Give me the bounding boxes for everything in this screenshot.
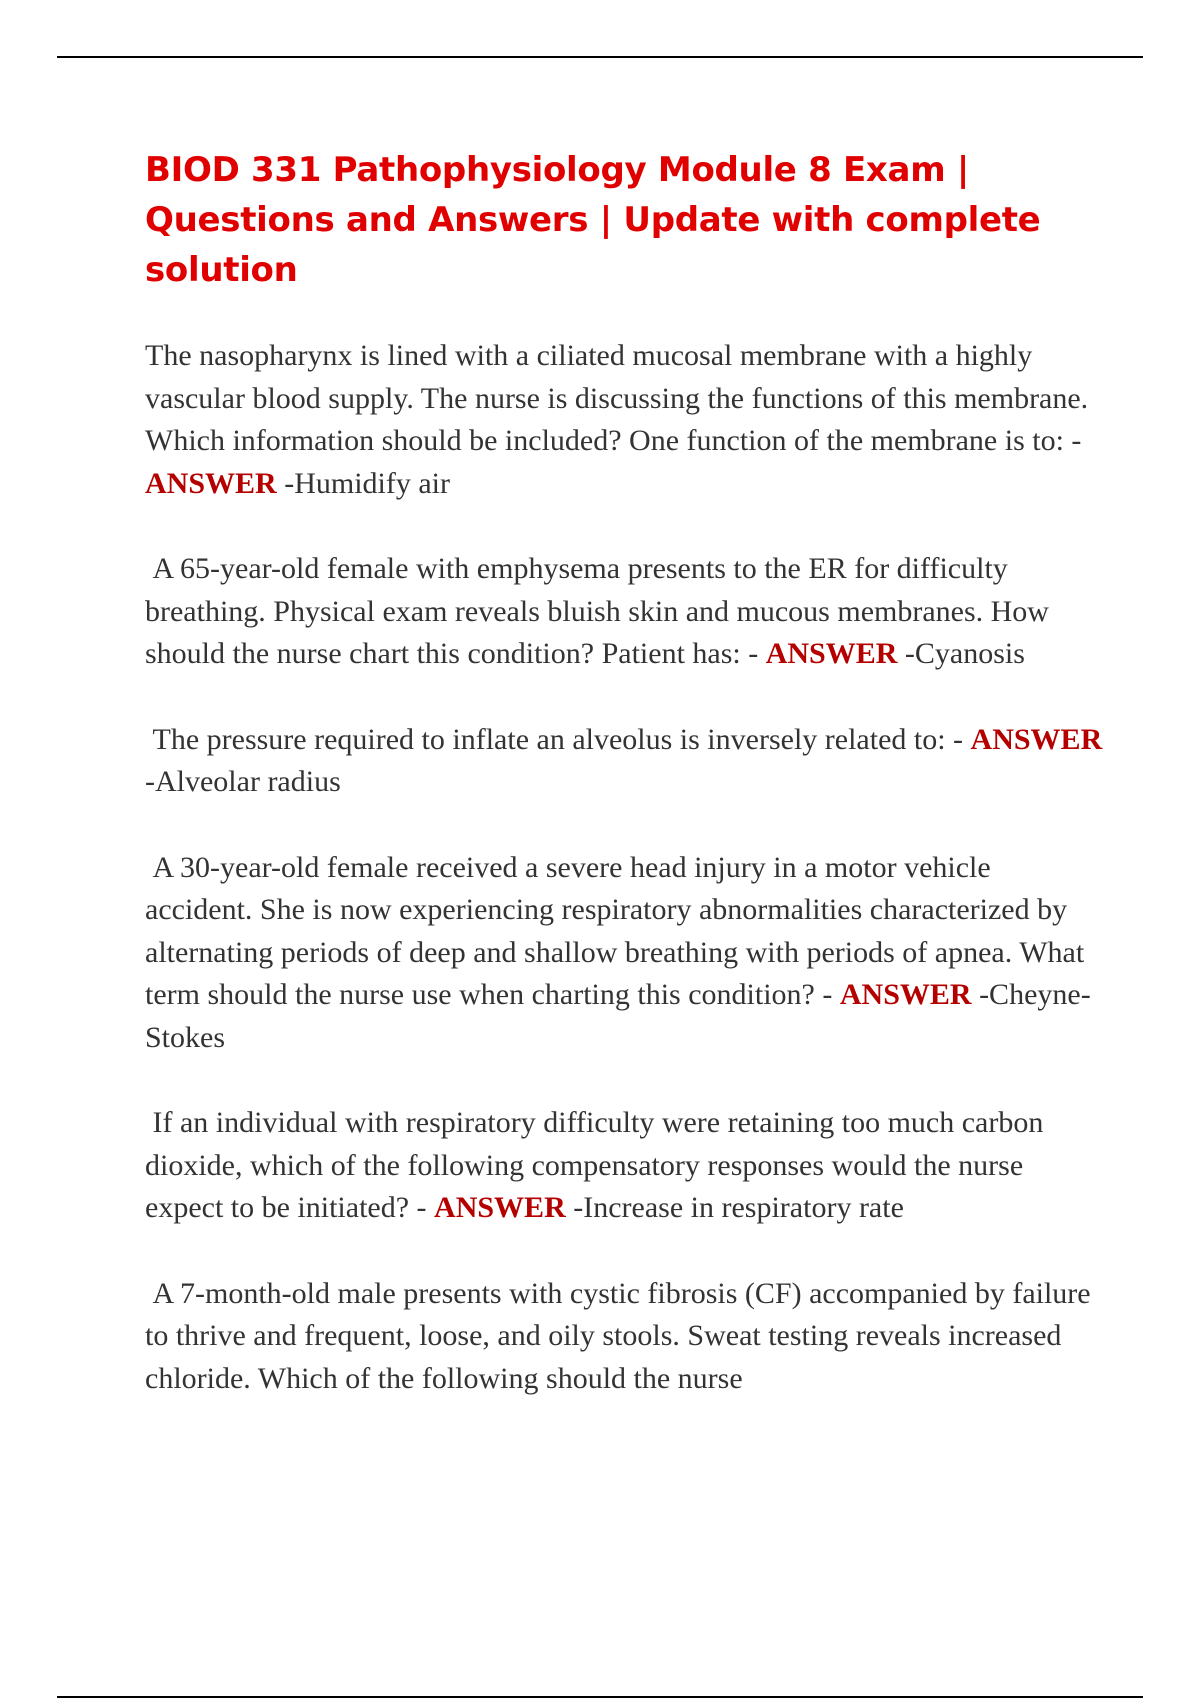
question-text: A 65-year-old female with emphysema presents to the ER for difficulty breathing. Physical exam reveals bluish skin and mucous membranes. How should the nurse chart this condition? Patient has: - — [145, 552, 1057, 670]
answer-tag: ANSWER — [434, 1191, 566, 1224]
answer-text: -Cyanosis — [897, 637, 1025, 670]
answer-text: -Increase in respiratory rate — [565, 1191, 904, 1224]
header-rule — [57, 56, 1143, 58]
footer-rule — [57, 1696, 1143, 1698]
qa-item — [145, 548, 1105, 676]
answer-text: -Humidify air — [276, 466, 450, 500]
qa-item — [145, 847, 1105, 1060]
document-body — [145, 145, 1110, 1443]
qa-item — [145, 1102, 1105, 1230]
question-text: If an individual with respiratory difficulty were retaining too much carbon dioxide, which of the following compensatory responses would the nurse expect to be initiated? - — [145, 1106, 1051, 1224]
page-title: BIOD 331 Pathophysiology Module 8 Exam | Questions and Answers | Update with complete solution — [145, 150, 1041, 290]
answer-text: -Alveolar radius — [145, 722, 1110, 798]
answer-tag: ANSWER — [839, 978, 972, 1011]
answer-tag: ANSWER — [970, 722, 1103, 756]
qa-item — [145, 719, 1110, 804]
answer-text: -Cheyne-Stokes — [145, 978, 1091, 1054]
question-text: A 7-month-old male presents with cystic fibrosis (CF) accompanied by failure to thrive and frequent, loose, and oily stools. Sweat testing reveals increased chloride. Which of the following should the nurse — [145, 1276, 1099, 1395]
qa-list — [145, 335, 1110, 1400]
answer-tag: ANSWER — [765, 637, 898, 670]
answer-tag: ANSWER — [145, 466, 277, 500]
question-text: The nasopharynx is lined with a ciliated mucosal membrane with a highly vascular blood supply. The nurse is discussing the functions of this membrane. Which information should be included? One function of the membrane is to: - — [145, 339, 1096, 457]
qa-item — [145, 335, 1105, 505]
qa-item-partial — [145, 1273, 1105, 1401]
question-text: The pressure required to inflate an alveolus is inversely related to: - — [145, 722, 971, 756]
question-text: A 30-year-old female received a severe head injury in a motor vehicle accident. She is now experiencing respiratory abnormalities characterized by alternating periods of deep and shallow breathing with periods of apnea. What term should the nurse use when charting this condition? - — [145, 850, 1092, 1011]
